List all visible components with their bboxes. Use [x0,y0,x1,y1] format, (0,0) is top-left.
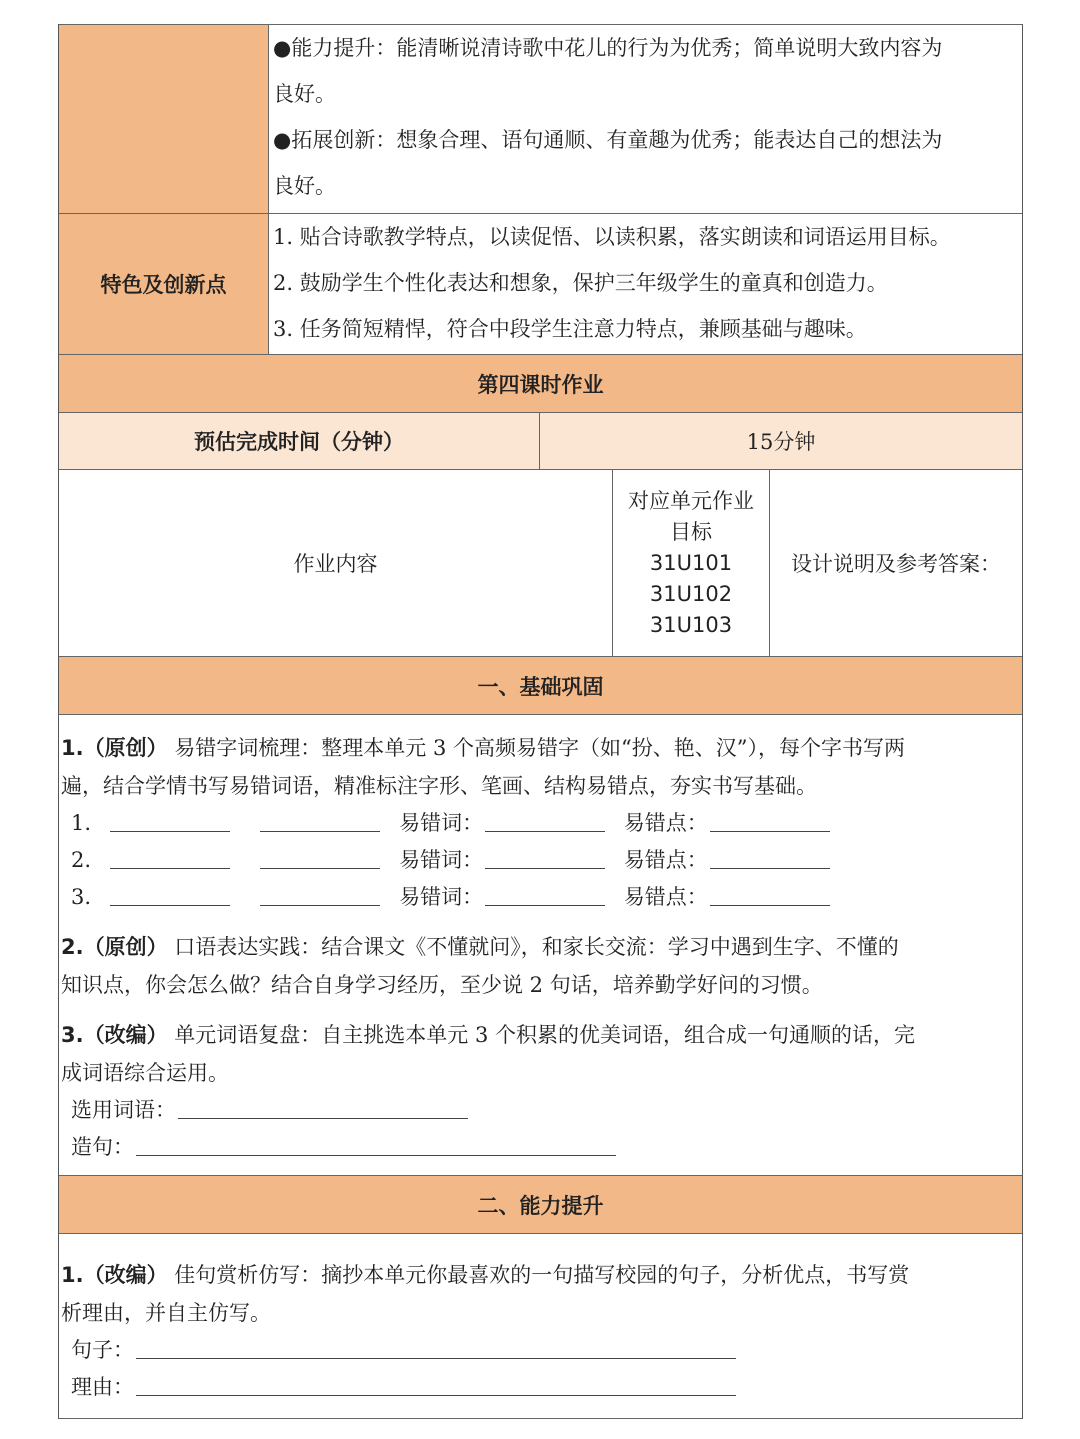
reason-input-line[interactable] [136,1375,736,1396]
blank-line[interactable] [110,885,230,906]
words-label: 选用词语： [71,1098,176,1122]
words-input-line[interactable] [178,1098,468,1119]
homework-table [58,24,1023,1419]
question-number: 1. [61,736,84,760]
blank-line[interactable] [710,811,830,832]
point-label: 易错点： [623,885,708,909]
evaluation-line: 良好。 [273,174,336,198]
blank-line[interactable] [710,848,830,869]
lesson-title: 第四课时作业 [59,355,1022,413]
reason-row [61,1369,1020,1406]
row-number: 3. [71,885,92,909]
fill-row [61,805,1020,842]
fill-row [61,879,1020,916]
question-2 [61,928,1020,966]
evaluation-label-cell [59,25,269,213]
blank-line[interactable] [485,811,605,832]
evaluation-line: ●拓展创新：想象合理、语句通顺、有童趣为优秀；能表达自己的想法为 [273,128,943,152]
question-1 [61,729,1020,767]
row-number: 2. [71,848,92,872]
question-text: 口语表达实践：结合课文《不懂就问》，和家长交流：学习中遇到生字、不懂的 [174,935,899,959]
question-number: 2. [61,935,84,959]
word-label: 易错词： [399,885,484,909]
section2-content [59,1234,1022,1419]
blank-line[interactable] [710,885,830,906]
question-tag: （原创） [83,935,168,959]
blank-line[interactable] [110,848,230,869]
sentence-input-line[interactable] [136,1135,616,1156]
design-header: 设计说明及参考答案： [791,552,1001,576]
target-header [613,470,770,656]
evaluation-line: 良好。 [273,82,336,106]
words-row [61,1092,1020,1129]
question-text-cont: 知识点，你会怎么做？结合自身学习经历，至少说 2 句话，培养勤学好问的习惯。 [61,973,823,997]
feature-item: 1. 贴合诗歌教学特点，以读促悟、以读积累，落实朗读和词语运用目标。 [273,225,951,249]
point-label: 易错点： [623,811,708,835]
word-label: 易错词： [399,848,484,872]
sentence-label: 句子： [71,1338,134,1362]
target-title: 对应单元作业 [628,488,754,513]
features-label: 特色及创新点 [59,214,269,354]
evaluation-line: ●能力提升：能清晰说清诗歌中花儿的行为为优秀；简单说明大致内容为 [273,36,943,60]
features-content [271,214,1022,356]
question-text: 单元词语复盘：自主挑选本单元 3 个积累的优美词语，组合成一句通顺的话，完 [174,1023,915,1047]
evaluation-content [271,25,1022,213]
features-row [59,214,1022,355]
blank-line[interactable] [260,885,380,906]
question-tag: （原创） [83,736,168,760]
blank-line[interactable] [260,811,380,832]
blank-line[interactable] [110,811,230,832]
word-label: 易错词： [399,811,484,835]
target-code: 31U103 [649,612,733,637]
sentence-row [61,1129,1020,1166]
time-value: 15分钟 [746,430,816,454]
question-number: 1. [61,1263,84,1287]
section1-title: 一、基础巩固 [59,657,1022,715]
question-3 [61,1016,1020,1054]
sentence-input-line[interactable] [136,1338,736,1359]
question-text-cont: 遍，结合学情书写易错词语，精准标注字形、笔画、结构易错点，夯实书写基础。 [61,774,817,798]
target-code: 31U101 [649,550,733,575]
section1-content [59,715,1022,1176]
sentence-label: 造句： [71,1135,134,1159]
question-tag: （改编） [83,1263,168,1287]
feature-item: 3. 任务简短精悍，符合中段学生注意力特点，兼顾基础与趣味。 [273,317,867,341]
blank-line[interactable] [485,885,605,906]
question-tag: （改编） [83,1023,168,1047]
question-text-cont: 成词语综合运用。 [61,1061,229,1085]
question-number: 3. [61,1023,84,1047]
blank-line[interactable] [260,848,380,869]
feature-item: 2. 鼓励学生个性化表达和想象，保护三年级学生的童真和创造力。 [273,271,888,295]
row-number: 1. [71,811,92,835]
target-code: 31U102 [649,581,733,606]
question-text: 易错字词梳理：整理本单元 3 个高频易错字（如“扮、艳、汉”），每个字书写两 [174,736,905,760]
header-columns [59,470,1022,657]
content-header: 作业内容 [59,470,613,656]
fill-row [61,842,1020,879]
time-row [59,413,1022,470]
reason-label: 理由： [71,1375,134,1399]
evaluation-row [59,24,1022,214]
question-4 [61,1256,1020,1294]
point-label: 易错点： [623,848,708,872]
sentence-row [61,1332,1020,1369]
target-title: 目标 [670,519,712,544]
question-text: 佳句赏析仿写：摘抄本单元你最喜欢的一句描写校园的句子，分析优点，书写赏 [174,1263,910,1287]
question-text-cont: 析理由，并自主仿写。 [61,1301,271,1325]
time-label: 预估完成时间（分钟） [59,413,540,469]
blank-line[interactable] [485,848,605,869]
section2-title: 二、能力提升 [59,1176,1022,1234]
